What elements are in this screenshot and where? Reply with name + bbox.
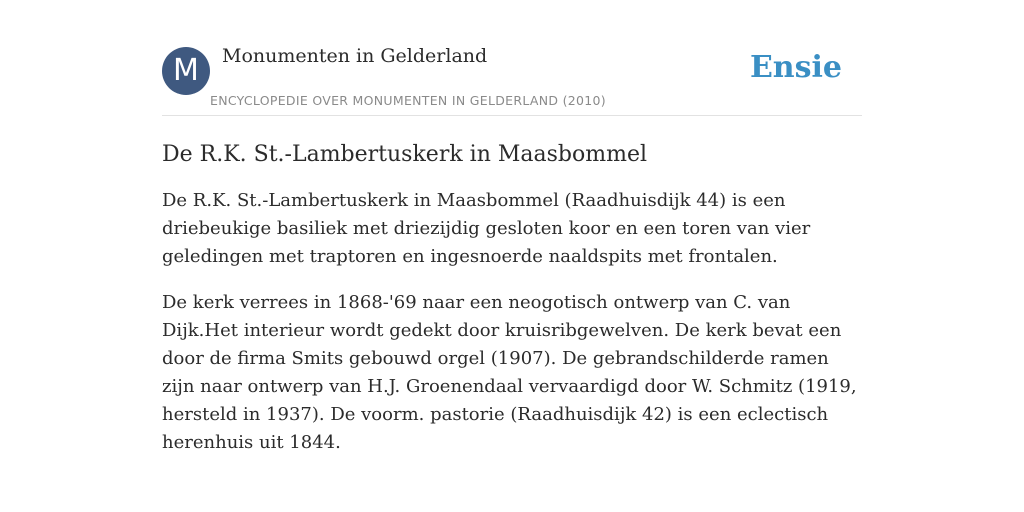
header [162, 0, 862, 116]
article-card [162, 0, 862, 457]
article-paragraph: De R.K. St.-Lambertuskerk in Maasbommel (Raadhuisdijk 44) is een driebeukige basiliek met driezijdig gesloten koor en een toren van vier geledingen met traptoren en ingesnoerde naaldspits met frontalen. [162, 190, 811, 267]
avatar[interactable]: M [162, 47, 210, 95]
site-subtitle: ENCYCLOPEDIE OVER MONUMENTEN IN GELDERLAND (2010) [210, 93, 606, 108]
article-paragraph: De kerk verrees in 1868-'69 naar een neogotisch ontwerp van C. van Dijk.Het interieur wordt gedekt door kruisribgewelven. De kerk bevat een door de firma Smits gebouwd orgel (1907). De gebrandschilderde ramen zijn naar ontwerp van H.J. Groenendaal vervaardigd door W. Schmitz (1919, hersteld in 1937). De voorm. pastorie (Raadhuisdijk 42) is een eclectisch herenhuis uit 1844. [162, 292, 857, 453]
ensie-logo[interactable]: Ensie [749, 50, 842, 85]
article-title: De R.K. St.-Lambertuskerk in Maasbommel [162, 142, 648, 167]
site-title[interactable]: Monumenten in Gelderland [222, 45, 488, 67]
